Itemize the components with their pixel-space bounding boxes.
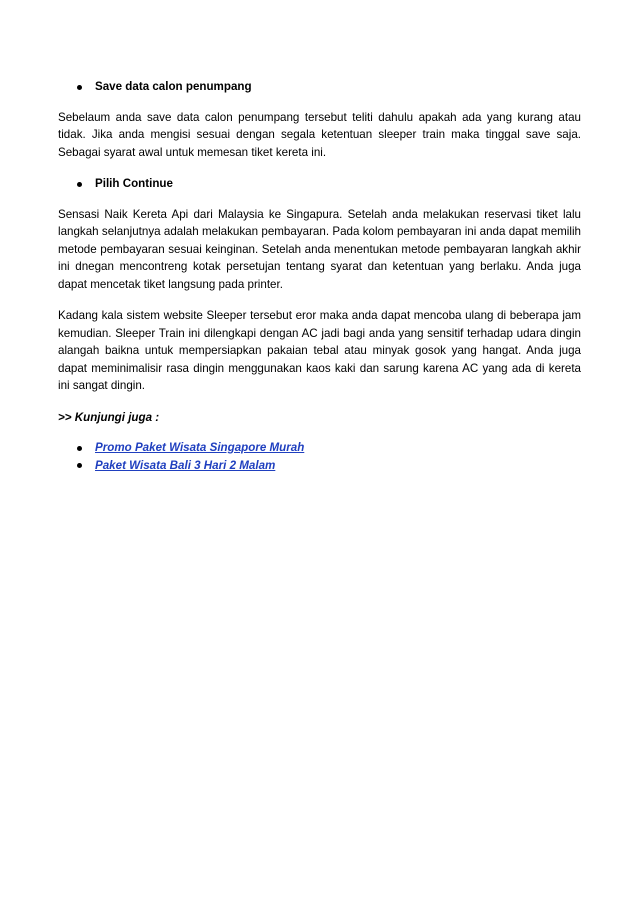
link-list-item [58, 457, 581, 475]
bullet-heading-save-data [58, 78, 581, 96]
heading-save-data: Save data calon penumpang [95, 80, 252, 93]
paragraph-save-data: Sebelaum anda save data calon penumpang tersebut teliti dahulu apakah ada yang kurang atau tidak. Jika anda mengisi sesuai dengan segala ketentuan sleeper train maka tinggal save saja. Sebagai syarat awal untuk memesan tiket kereta ini. [58, 110, 581, 159]
bullet-icon [77, 463, 82, 468]
bullet-icon [77, 446, 82, 451]
link-paket-bali[interactable]: Paket Wisata Bali 3 Hari 2 Malam [95, 458, 276, 472]
bullet-heading-continue [58, 175, 581, 193]
visit-also-label: >> Kunjungi juga : [58, 410, 160, 424]
paragraph-payment: Sensasi Naik Kereta Api dari Malaysia ke Singapura. Setelah anda melakukan reservasi tiket lalu langkah selanjutnya adalah melakukan pembayaran. Pada kolom pembayaran ini anda dapat memilih metode pembayaran sesuai keinginan. Setelah anda menentukan metode pembayaran langkah akhir ini dnegan mencontreng kotak persetujan tentang syarat dan ketentuan yang berlaku. Anda juga dapat mencetak tiket langsung pada printer. [58, 207, 581, 291]
document-content [58, 78, 581, 474]
link-promo-singapore[interactable]: Promo Paket Wisata Singapore Murah [95, 441, 305, 454]
heading-continue: Pilih Continue [95, 177, 173, 190]
paragraph-sleeper-info: Kadang kala sistem website Sleeper tersebut eror maka anda dapat mencoba ulang di beberapa jam kemudian. Sleeper Train ini dilengkapi dengan AC jadi bagi anda yang sensitif terhadap udara dingin alangah baikna untuk mempersiapkan pakaian tebal atau minyak gosok yang hangat. Anda juga dapat meminimalisir rasa dingin menggunakan kaos kaki dan sarung karena AC yang ada di kereta ini sangat dingin. [58, 309, 581, 392]
bullet-icon [77, 182, 82, 187]
link-list-item [58, 439, 581, 457]
bullet-icon [77, 85, 82, 90]
